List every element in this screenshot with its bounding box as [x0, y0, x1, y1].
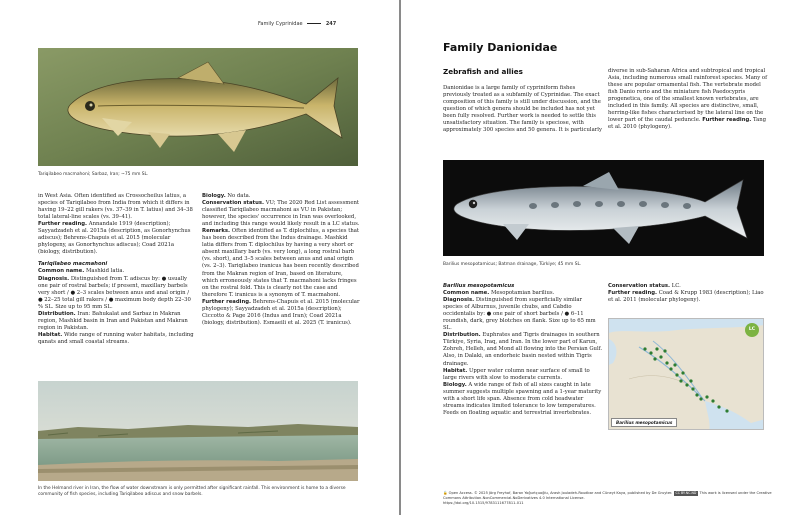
- subsection-title: Zebrafish and allies: [443, 67, 523, 76]
- footer-line1b: This work is licensed under the Creative Commons Attribution-NonCommercial-NoDerivatives 4.0 International License.: [443, 491, 772, 500]
- species-column: [443, 283, 603, 417]
- r-common-name-label: Common name.: [443, 290, 490, 297]
- r-biology-text: A wide range of fish of all sizes caught in late summer suggests multiple spawning and a 1-year maturity with a short life span. Absence from cold headwater streams indicates limited tolerance to low temperatures. Feeds on floating aquatic and terrestrial invertebrates.: [443, 381, 602, 416]
- header-rule: [307, 23, 321, 24]
- habitat-text: Wide range of running water habitats, including qanats and small coastal streams.: [38, 331, 194, 345]
- conservation-text: VU; The 2020 Red List assessment classified Tariqilabeo macmahoni as VU in Pakistan; however, the species' occurrence in Iran was overlooked, and including this range would likely result in a LC status.: [202, 200, 360, 228]
- r-diagnosis-text: Distinguished from superficially similar species of Alburnus, juvenile chubs, and Cabdio occidentalis by: ● one pair of short barbels / ● 6–11 roundish, dark, grey blotches on flank. Size up to 65 mm SL.: [443, 297, 596, 332]
- river-photo: [38, 381, 358, 481]
- r-distribution-label: Distribution.: [443, 332, 481, 339]
- r-habitat-label: Habitat.: [443, 367, 468, 374]
- lc-badge: LC: [745, 323, 759, 337]
- right-page: [401, 0, 800, 515]
- intro-col2-text: diverse in sub-Saharan Africa and subtropical and tropical Asia, including numerous small rainforest species. Many of these are popular ornamental fish. The vertebrate model fish Danio rerio and the miniature fish Paedocypris progenetica, one of the smallest known vertebrates, are included in this family. All species are distinctive, small, herring-like fishes characterised by the lateral line on the lower part of the caudal peduncle.: [608, 68, 768, 124]
- intro-further-reading-text: Tang et al. 2010 (phylogeny).: [608, 117, 767, 131]
- left-page: [0, 0, 399, 515]
- r-diagnosis-label: Diagnosis.: [443, 297, 475, 304]
- intro-further-reading-label: Further reading.: [702, 117, 752, 124]
- fish-photo-tariqilabeo: [38, 48, 358, 166]
- species-heading-barilius: Barilius mesopotamicus: [443, 283, 515, 289]
- license-badge: CC BY-NC-ND: [675, 491, 697, 495]
- col1-further-reading-text: Annandale 1919 (description); Sayyadzadeh et al. 2015a (description, as Gonorhynchus adiscus); Behrens-Chapuis et al. 2015 (molecular phylogeny, as Gonorhynchus adiscus); Coad 2021a (biology, distribution).: [38, 221, 191, 256]
- fish-caption: Barilius mesopotamicus; Batman drainage, Türkiye; 45 mm SL.: [443, 262, 582, 267]
- header-title: Family Cyprinidae: [258, 21, 303, 27]
- fish-photo-barilius: [443, 160, 764, 256]
- common-name-label: Common name.: [38, 268, 85, 275]
- remarks-text: Often identified as T. diplochilus, a species that has been described from the Indus drainage. Mashkid latia differs from T. diplochilus by having a very short or absent maxillary barb (vs. very long), a long rostral barb (vs. short), and 3–5 scales between anus and anal origin (vs. 2–3). Tariqilabeo iranicus has been recently described from the Makran region of Iran, based on literature, which erroneously states that T. macmahoni lacks fringes on the rostral fold. This is clearly not the case and therefore T. iranicus is a synonym of T. macmahoni.: [202, 228, 360, 298]
- conservation-label: Conservation status.: [202, 200, 265, 207]
- intro-col2: [608, 68, 770, 131]
- page-number: 247: [325, 21, 337, 27]
- photo-caption-2: In the Helmand river in Iran, the flow of water downstream is only permitted after significant rainfall. This environment is home to a diverse community of fish species, including Tariqilabeo adiscus and snow barbels.: [38, 486, 346, 497]
- diagnosis-label: Diagnosis.: [38, 275, 70, 282]
- footer-doi: https://doi.org/10.1515/9783111677811-011: [443, 500, 524, 505]
- r-further-reading-label: Further reading.: [608, 290, 658, 297]
- open-access-icon: 🔓: [443, 491, 448, 495]
- species-heading-macmahoni: Tariqilabeo macmahoni: [38, 261, 108, 268]
- r-distribution-text: Euphrates and Tigris drainages in southern Türkiye, Syria, Iraq, and Iran. In the lower part of Karun, Zohreh, Helleh, and Mond all flowing into the Persian Gulf. Also, in Dalaki, an endorheic basin nested within Tigris drainage.: [443, 332, 603, 367]
- diagnosis-text: Distinguished from T. adiscus by: ● usually one pair of rostral barbels; if present, maxillary barbels very short / ● 2–3 scales between anus and anal origin / ● 22–25 total gill rakers / ● maximum body depth 22–30 % SL. Size up to 95 mm SL.: [38, 275, 191, 310]
- intro-col1: Danionidae is a large family of cypriniform fishes previously treated as a subfamily of Cyprinidae. The exact composition of this family is still under discussion, and the question of which genera should be included has not yet been fully resolved. Further work is needed to settle this unsatisfactory situation. The family is speciose, with approximately 300 species and 50 genera. It is particularly: [443, 85, 602, 134]
- r-conservation-label: Conservation status.: [608, 283, 671, 289]
- running-header: [258, 21, 378, 27]
- remarks-label: Remarks.: [202, 228, 231, 235]
- common-name-text: Mashkid latia.: [85, 268, 125, 275]
- r-further-reading-text: Coad & Krupp 1983 (description); Liao et al. 2011 (molecular phylogeny).: [608, 290, 764, 304]
- distribution-label: Distribution.: [38, 310, 76, 317]
- family-title: Family Danionidae: [443, 41, 558, 54]
- biology-text: No data.: [227, 193, 251, 199]
- footer: [443, 491, 773, 505]
- col1-para1: in West Asia. Often identified as Crossocheilus latius, a species of Tariqilabeo from India from which it differs in having 19–22 gill rakers (vs. 37–39 in T. latius) and 34–38 total lateral-line scales (vs. 39–41).: [38, 193, 193, 221]
- photo-caption-1: Tariqilabeo macmahoni; Sarbaz, Iran; ~75 mm SL.: [38, 172, 149, 177]
- left-column-1: [38, 193, 194, 346]
- habitat-label: Habitat.: [38, 331, 63, 338]
- r-habitat-text: Upper water column near surface of small to large rivers with slow to moderate currents.: [443, 367, 590, 381]
- col2-further-reading-text: Behrens-Chapuis et al. 2015 (molecular phylogeny); Sayyadzadeh et al. 2015a (description); Ciccotto & Page 2016 (Indus and Iran); Coad 2021a (biology, distribution). Esmaeili et al. 2025 (T. iranicus).: [202, 298, 360, 326]
- biology-label: Biology.: [202, 193, 226, 199]
- r-biology-label: Biology.: [443, 381, 467, 388]
- r-common-name-text: Mesopotamian barilius.: [490, 290, 555, 297]
- col2-further-reading-label: Further reading.: [202, 298, 252, 305]
- r-conservation-text: LC.: [671, 283, 681, 289]
- left-column-2: [202, 193, 360, 327]
- footer-line1: Open Access. © 2025 Jörg Freyhof, Baran Yoğurtçuoğlu, Arash Jouladeh-Roudbar and Cüneyt Kaya, published by De Gruyter.: [448, 491, 673, 495]
- distribution-text: Iran: Bahukalat and Sarbaz in Makran region, Mashkid basin in Iran and Pakistan and Makran region in Pakistan.: [38, 310, 188, 331]
- distribution-map: [608, 318, 764, 430]
- col1-further-reading-label: Further reading.: [38, 221, 88, 228]
- status-column: [608, 283, 770, 304]
- map-label: Barilius mesopotamicus: [611, 418, 677, 427]
